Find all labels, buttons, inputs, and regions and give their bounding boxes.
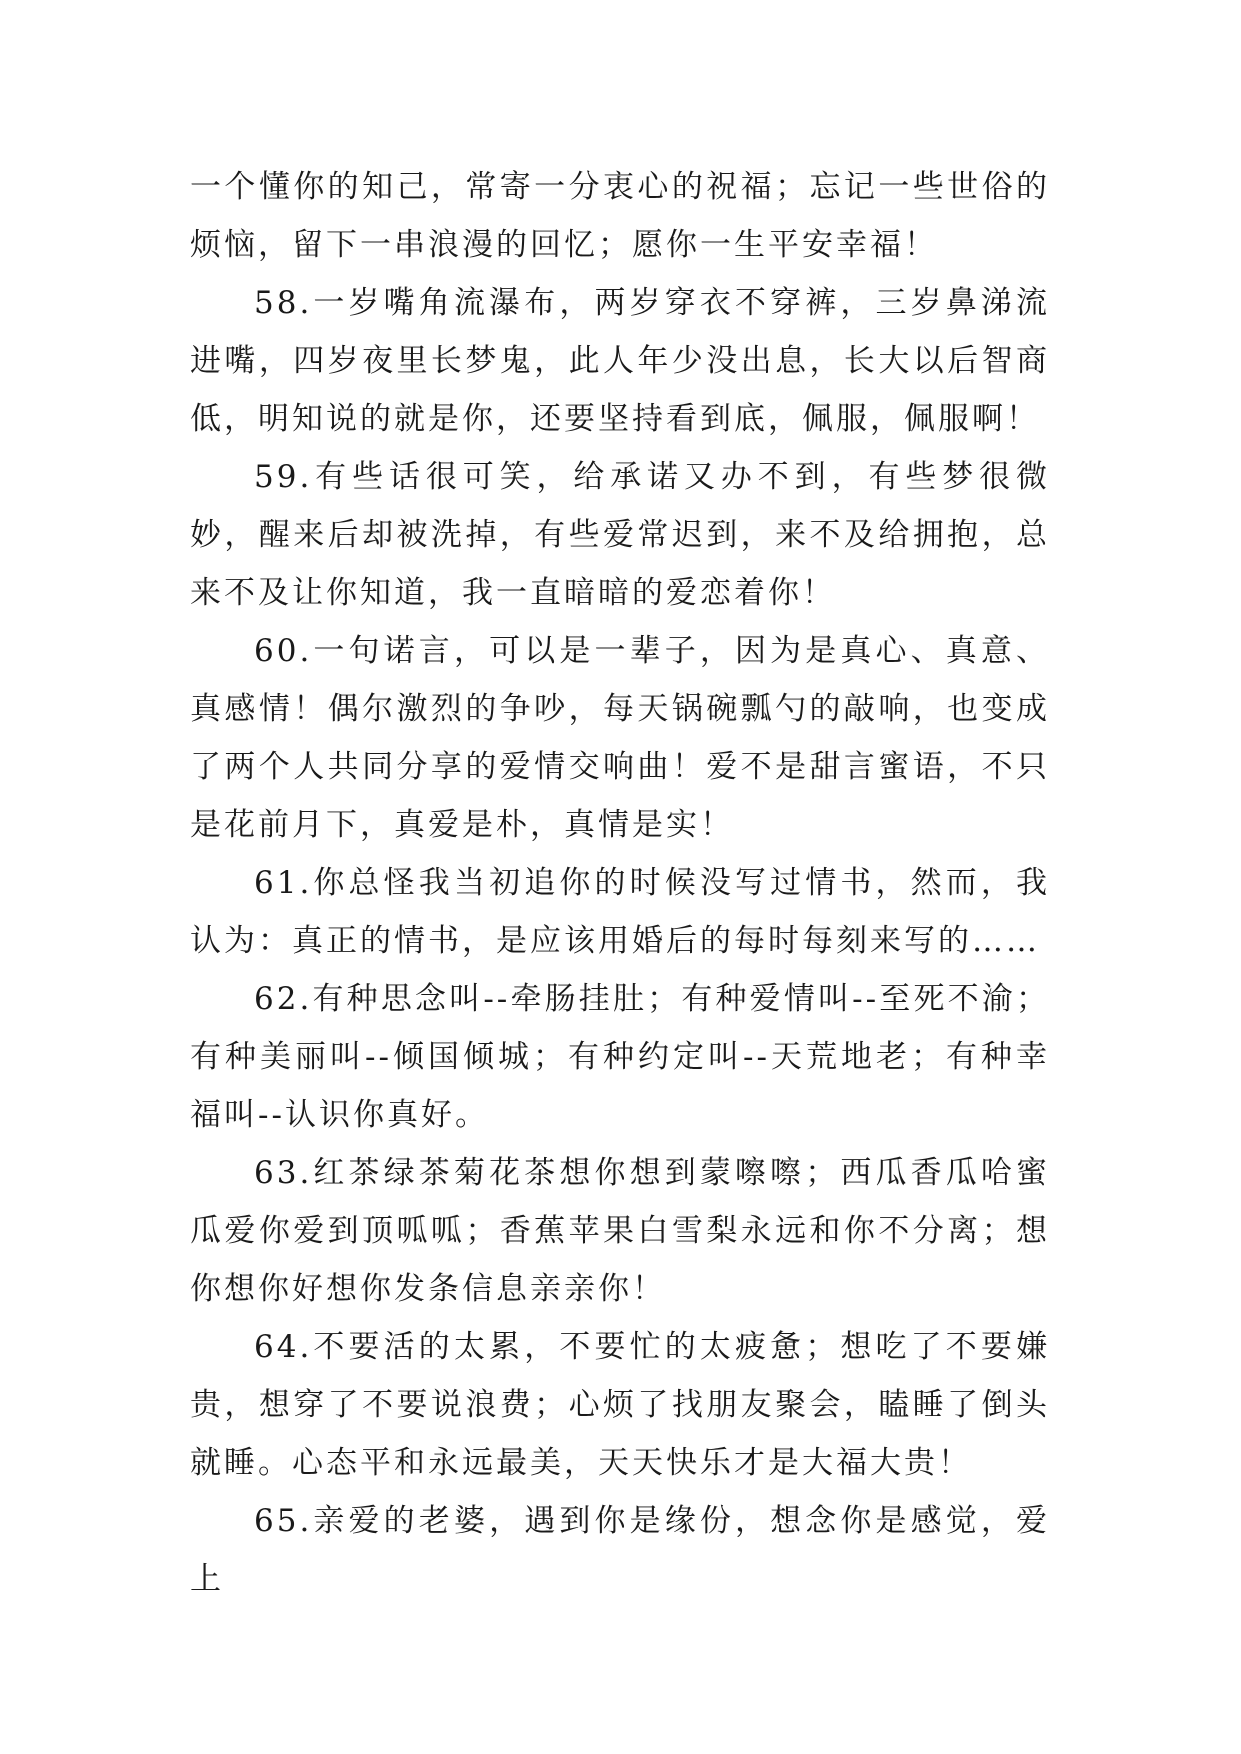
paragraph-64: 64.不要活的太累，不要忙的太疲惫；想吃了不要嫌贵，想穿了不要说浪费；心烦了找朋友聚会，瞌睡了倒头就睡。心态平和永远最美，天天快乐才是大福大贵！ bbox=[190, 1329, 1050, 1481]
paragraph-58: 58.一岁嘴角流瀑布，两岁穿衣不穿裤，三岁鼻涕流进嘴，四岁夜里长梦鬼，此人年少没出息，长大以后智商低，明知说的就是你，还要坚持看到底，佩服，佩服啊！ bbox=[190, 285, 1050, 437]
paragraph-61: 61.你总怪我当初追你的时候没写过情书，然而，我认为：真正的情书，是应该用婚后的每时每刻来写的…… bbox=[190, 865, 1050, 959]
document-body bbox=[190, 158, 1050, 1608]
paragraph-63: 63.红茶绿茶菊花茶想你想到蒙嚓嚓；西瓜香瓜哈蜜瓜爱你爱到顶呱呱；香蕉苹果白雪梨永远和你不分离；想你想你好想你发条信息亲亲你！ bbox=[190, 1155, 1050, 1307]
paragraph-65: 65.亲爱的老婆，遇到你是缘份，想念你是感觉，爱上 bbox=[190, 1503, 1050, 1597]
paragraph: 一个懂你的知己，常寄一分衷心的祝福；忘记一些世俗的烦恼，留下一串浪漫的回忆；愿你一生平安幸福！ bbox=[190, 169, 1050, 263]
paragraph-59: 59.有些话很可笑，给承诺又办不到，有些梦很微妙，醒来后却被洗掉，有些爱常迟到，来不及给拥抱，总来不及让你知道，我一直暗暗的爱恋着你！ bbox=[190, 459, 1050, 611]
paragraph-62: 62.有种思念叫--牵肠挂肚；有种爱情叫--至死不渝；有种美丽叫--倾国倾城；有种约定叫--天荒地老；有种幸福叫--认识你真好。 bbox=[190, 981, 1050, 1133]
paragraph-60: 60.一句诺言，可以是一辈子，因为是真心、真意、真感情！偶尔激烈的争吵，每天锅碗瓢勺的敲响，也变成了两个人共同分享的爱情交响曲！爱不是甜言蜜语，不只是花前月下，真爱是朴，真情是实！ bbox=[190, 633, 1050, 843]
